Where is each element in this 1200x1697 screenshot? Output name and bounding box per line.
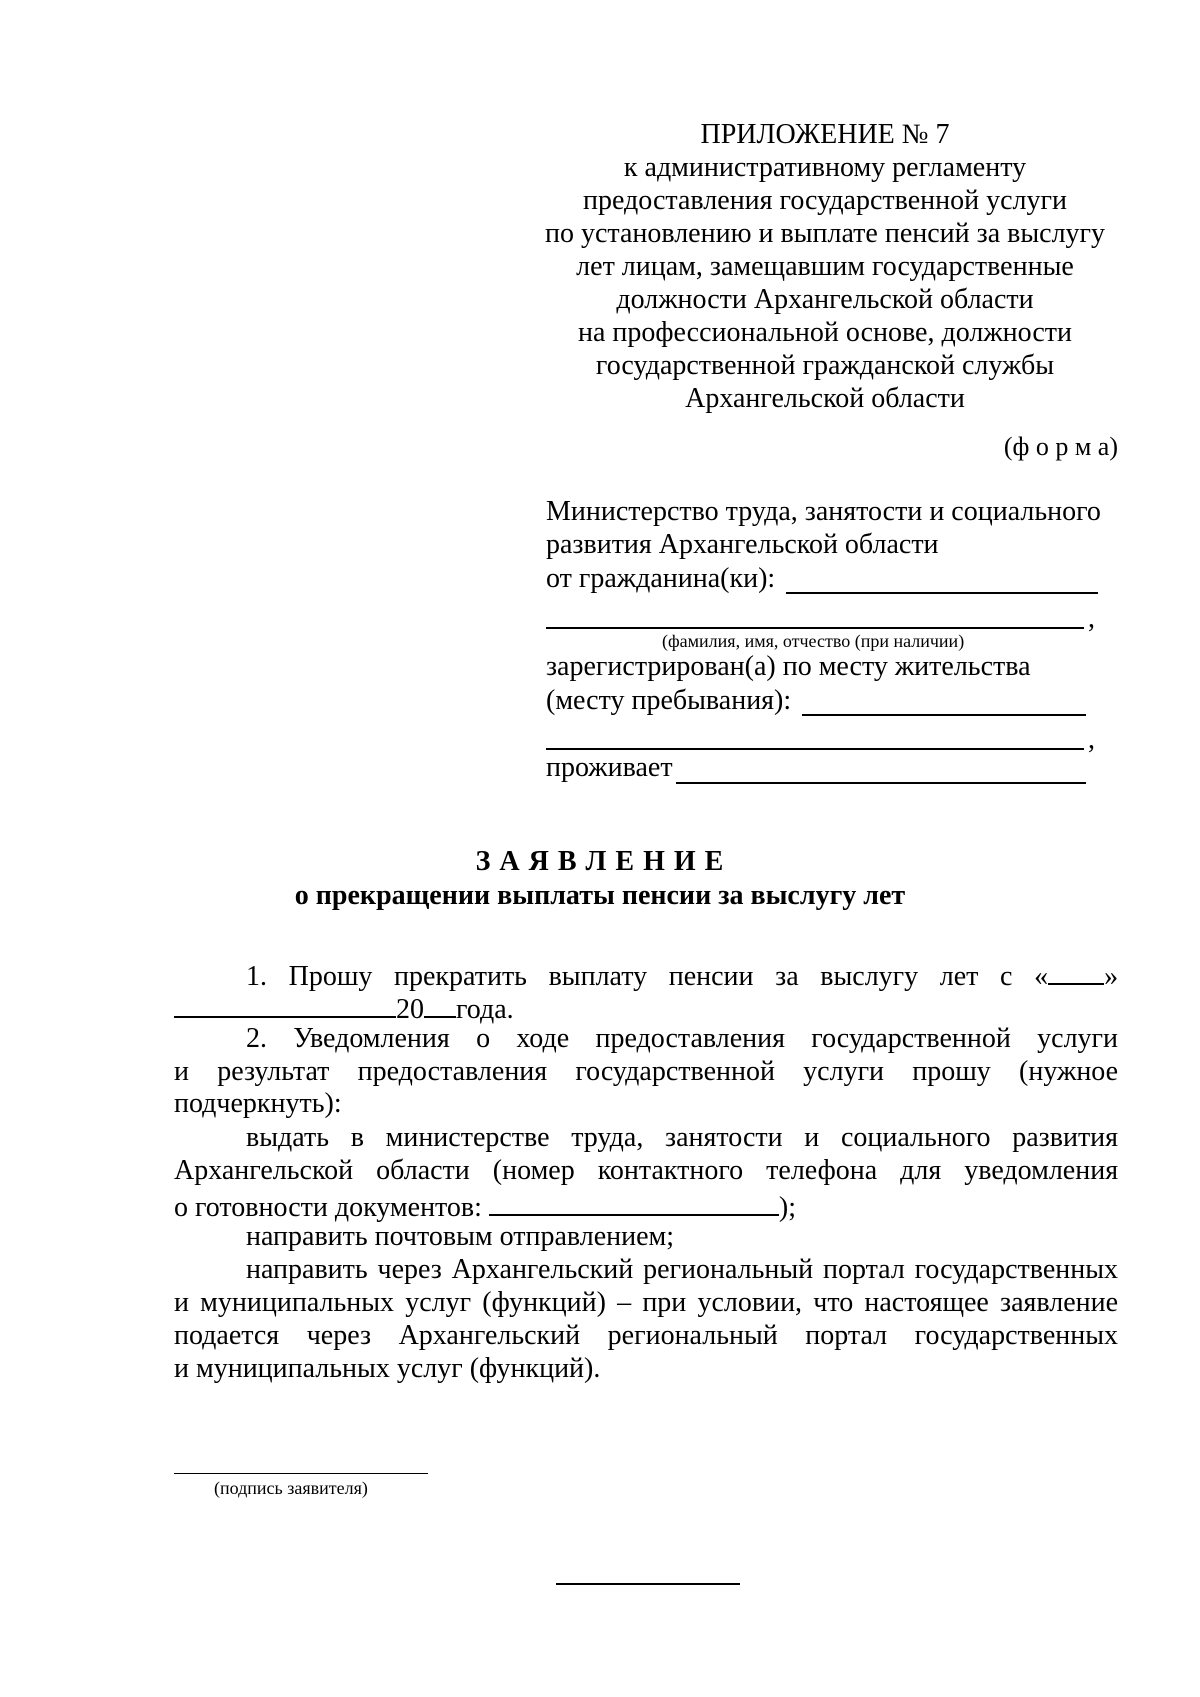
lives-address-field[interactable] <box>676 782 1086 784</box>
year-prefix: 20 <box>396 994 424 1025</box>
closing-divider <box>556 1583 740 1585</box>
signature-caption: (подпись заявителя) <box>214 1478 368 1498</box>
phone-label: о готовности документов: <box>174 1192 482 1223</box>
word: выдать <box>246 1122 329 1153</box>
document-subtitle: о прекращении выплаты пенсии за выслугу лет <box>294 880 906 911</box>
stay-label: (месту пребывания): <box>546 685 792 716</box>
opt3-line-1 <box>246 1254 1118 1286</box>
appendix-line: по установлению и выплате пенсий за выслугу <box>544 218 1106 249</box>
word: (нужное <box>1019 1056 1119 1087</box>
word: пенсии <box>668 961 754 992</box>
lives-label: проживает <box>546 752 673 783</box>
word: уведомления <box>964 1155 1119 1186</box>
word: – <box>617 1287 632 1318</box>
p2-line-3: подчеркнуть): <box>174 1088 342 1119</box>
word: Архангельской <box>174 1155 354 1186</box>
word: государственной <box>811 1023 1011 1054</box>
word: (номер <box>492 1155 575 1186</box>
address-comma: , <box>1088 724 1095 755</box>
fio-field[interactable] <box>546 627 1084 629</box>
word: области <box>376 1155 470 1186</box>
word: настоящее <box>864 1287 989 1318</box>
word: подается <box>174 1320 280 1351</box>
p2-line-2 <box>174 1056 1118 1088</box>
word: при <box>642 1287 687 1318</box>
word: государственных <box>914 1254 1119 1285</box>
date-day-group <box>1034 961 1118 992</box>
word: услуги <box>1037 1023 1119 1054</box>
word: и <box>174 1056 189 1087</box>
word: Архангельский <box>398 1320 581 1351</box>
word: через <box>377 1254 442 1285</box>
phone-field[interactable] <box>489 1188 779 1216</box>
word: муниципальных <box>200 1287 395 1318</box>
word: предоставления <box>357 1056 548 1087</box>
fio-comma: , <box>1088 603 1095 634</box>
word: в <box>350 1122 364 1153</box>
word: услуг <box>405 1287 472 1318</box>
word: с <box>1000 961 1013 992</box>
word: и <box>804 1122 820 1153</box>
addressee-line-1: Министерство труда, занятости и социального <box>546 496 1101 527</box>
opt3-line-3 <box>174 1320 1118 1352</box>
p1-line-2 <box>174 990 514 1026</box>
word: что <box>813 1287 854 1318</box>
word: 1. Прошу <box>246 961 373 992</box>
appendix-line: лет лицам, замещавшим государственные <box>576 251 1074 282</box>
addressee-line-2: развития Архангельской области <box>546 529 939 560</box>
word: портал <box>822 1254 905 1285</box>
word: о <box>476 1023 491 1054</box>
word: труда, <box>571 1122 644 1153</box>
word: лет <box>939 961 979 992</box>
word: заявление <box>1000 1287 1119 1318</box>
word: Архангельский <box>451 1254 634 1285</box>
word: занятости <box>665 1122 783 1153</box>
appendix-number: ПРИЛОЖЕНИЕ № 7 <box>700 119 950 150</box>
word: региональный <box>607 1320 778 1351</box>
word: развития <box>1012 1122 1119 1153</box>
word: выплату <box>548 961 648 992</box>
word: (функций) <box>482 1287 606 1318</box>
phone-suffix: ); <box>778 1192 797 1223</box>
month-field[interactable] <box>174 990 396 1018</box>
opt1-line-2 <box>174 1155 1118 1187</box>
word: услуги <box>803 1056 885 1087</box>
word: государственной <box>575 1056 775 1087</box>
word: контактного <box>597 1155 744 1186</box>
opt1-line-1 <box>246 1122 1118 1154</box>
word: социального <box>840 1122 991 1153</box>
document-title: З А Я В Л Е Н И Е <box>475 846 725 877</box>
word: и <box>174 1287 189 1318</box>
address-field[interactable] <box>546 748 1084 750</box>
appendix-line: должности Архангельской области <box>616 284 1034 315</box>
word: для <box>900 1155 942 1186</box>
word: условии, <box>697 1287 803 1318</box>
appendix-line: государственной гражданской службы <box>595 350 1055 381</box>
word: 2. Уведомления <box>246 1023 450 1054</box>
word: министерстве <box>385 1122 550 1153</box>
appendix-line: предоставления государственной услуги <box>583 185 1067 216</box>
word: « <box>1034 961 1049 992</box>
p1-line-1 <box>246 957 1118 993</box>
word: государственных <box>914 1320 1119 1351</box>
word: выслугу <box>820 961 919 992</box>
opt2-line: направить почтовым отправлением; <box>246 1221 675 1252</box>
word: » <box>1104 961 1119 992</box>
word: предоставления <box>595 1023 785 1054</box>
signature-field[interactable] <box>174 1473 428 1474</box>
word: через <box>306 1320 372 1351</box>
opt3-line-4: и муниципальных услуг (функций). <box>174 1353 601 1384</box>
form-label: (ф о р м а) <box>1003 432 1118 461</box>
word: региональный <box>643 1254 814 1285</box>
appendix-header <box>540 118 1110 415</box>
from-name-field[interactable] <box>786 592 1098 594</box>
year-suffix: года. <box>456 994 514 1025</box>
word: прошу <box>912 1056 991 1087</box>
registered-label: зарегистрирован(а) по месту жительства <box>546 651 1031 682</box>
word: направить <box>246 1254 368 1285</box>
appendix-line: на профессиональной основе, должности <box>578 317 1072 348</box>
word: прекратить <box>394 961 527 992</box>
opt3-line-2 <box>174 1287 1118 1319</box>
stay-address-field[interactable] <box>802 714 1086 716</box>
appendix-line: к административному регламенту <box>623 152 1027 183</box>
fio-caption: (фамилия, имя, отчество (при наличии) <box>662 631 965 651</box>
from-label: от гражданина(ки): <box>546 563 776 594</box>
word: за <box>775 961 799 992</box>
word: портал <box>805 1320 888 1351</box>
p2-line-1 <box>246 1023 1118 1055</box>
year-field[interactable] <box>424 990 456 1018</box>
word: результат <box>217 1056 330 1087</box>
word: телефона <box>766 1155 878 1186</box>
appendix-line: Архангельской области <box>685 383 965 414</box>
word: ходе <box>516 1023 570 1054</box>
opt1-line-3 <box>174 1188 796 1224</box>
day-field[interactable] <box>1048 957 1104 985</box>
